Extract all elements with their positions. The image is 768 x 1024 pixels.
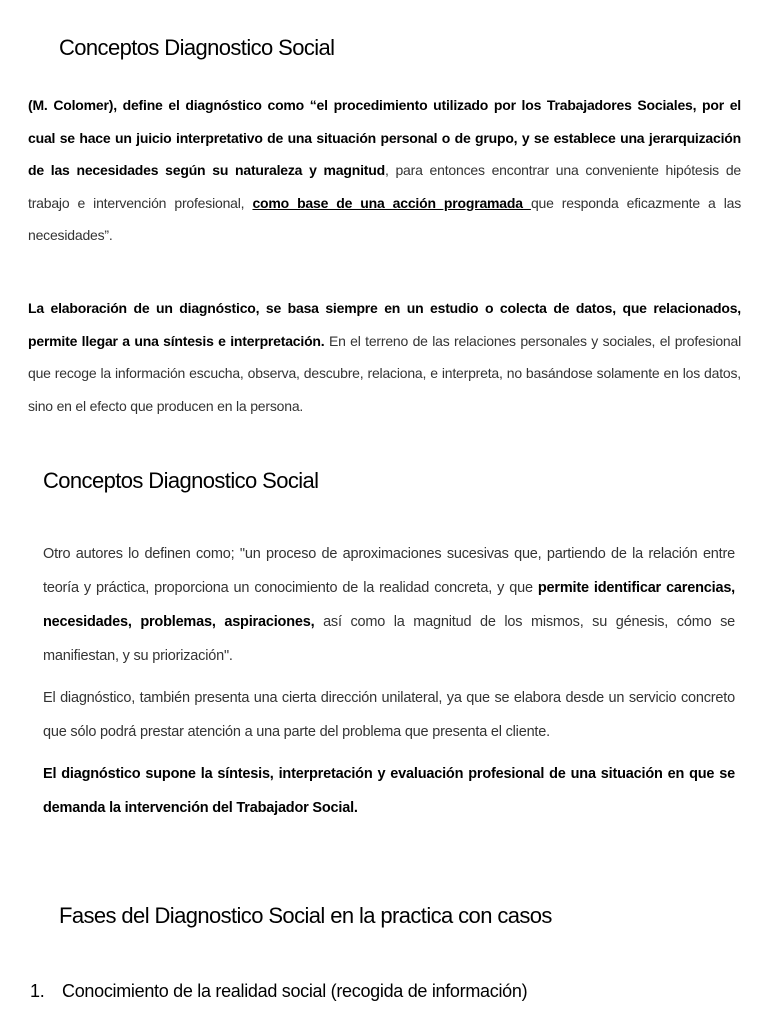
section-title-3: Fases del Diagnostico Social en la practica con casos	[59, 903, 552, 928]
paragraph-synthesis	[43, 757, 735, 825]
list-number: 1.	[30, 981, 45, 1001]
section-title-2: Conceptos Diagnostico Social	[43, 468, 319, 493]
body-text: , para entonces encontrar una conveniente hipótesis de trabajo e intervención profesional,	[28, 162, 741, 211]
paragraph-data-collection	[28, 292, 741, 422]
body-text: así como la magnitud de los mismos, su génesis, cómo se manifiestan, y su priorización".	[43, 614, 736, 664]
list-label: Conocimiento de la realidad social (recogida de información)	[62, 981, 528, 1001]
list-item-phase-1	[30, 981, 527, 1002]
paragraph-unilateral-direction	[43, 681, 735, 749]
body-text: El diagnóstico, también presenta una cierta dirección unilateral, ya que se elabora desde un servicio concreto que sólo podrá prestar atención a una parte del problema que presenta el cliente.	[43, 690, 735, 740]
paragraph-colomer-definition	[28, 89, 741, 252]
underlined-text: como base de una acción programada	[252, 194, 531, 211]
body-text: En el terreno de las relaciones personales y sociales, el profesional que recoge la información escucha, observa, descubre, relaciona, e interpreta, no basándose solamente en los datos, sino en el efecto que producen en la persona.	[28, 332, 741, 414]
bold-text: La elaboración de un diagnóstico, se basa siempre en un estudio o colecta de datos, que relacionados, permite llegar a una síntesis e interpretación.	[28, 300, 741, 349]
body-text: Otro autores lo definen como; "un proceso de aproximaciones sucesivas que, partiendo de la relación entre teoría y práctica, proporciona un conocimiento de la realidad concreta, y que	[43, 546, 735, 596]
paragraph-other-authors	[43, 537, 735, 673]
body-text: que responda eficazmente a las necesidades”.	[28, 194, 742, 243]
bold-text: permite identificar carencias, necesidades, problemas, aspiraciones,	[43, 580, 736, 630]
bold-text: (M. Colomer), define el diagnóstico como “el procedimiento utilizado por los Trabajadores Sociales, por el cual se hace un juicio interpretativo de una situación personal o de grupo, y se establece una jerarquización de las necesidades según su naturaleza y magnitud	[28, 97, 741, 178]
bold-text: El diagnóstico supone la síntesis, interpretación y evaluación profesional de una situación en que se demanda la intervención del Trabajador Social.	[43, 766, 735, 816]
section-title-1: Conceptos Diagnostico Social	[59, 35, 335, 60]
